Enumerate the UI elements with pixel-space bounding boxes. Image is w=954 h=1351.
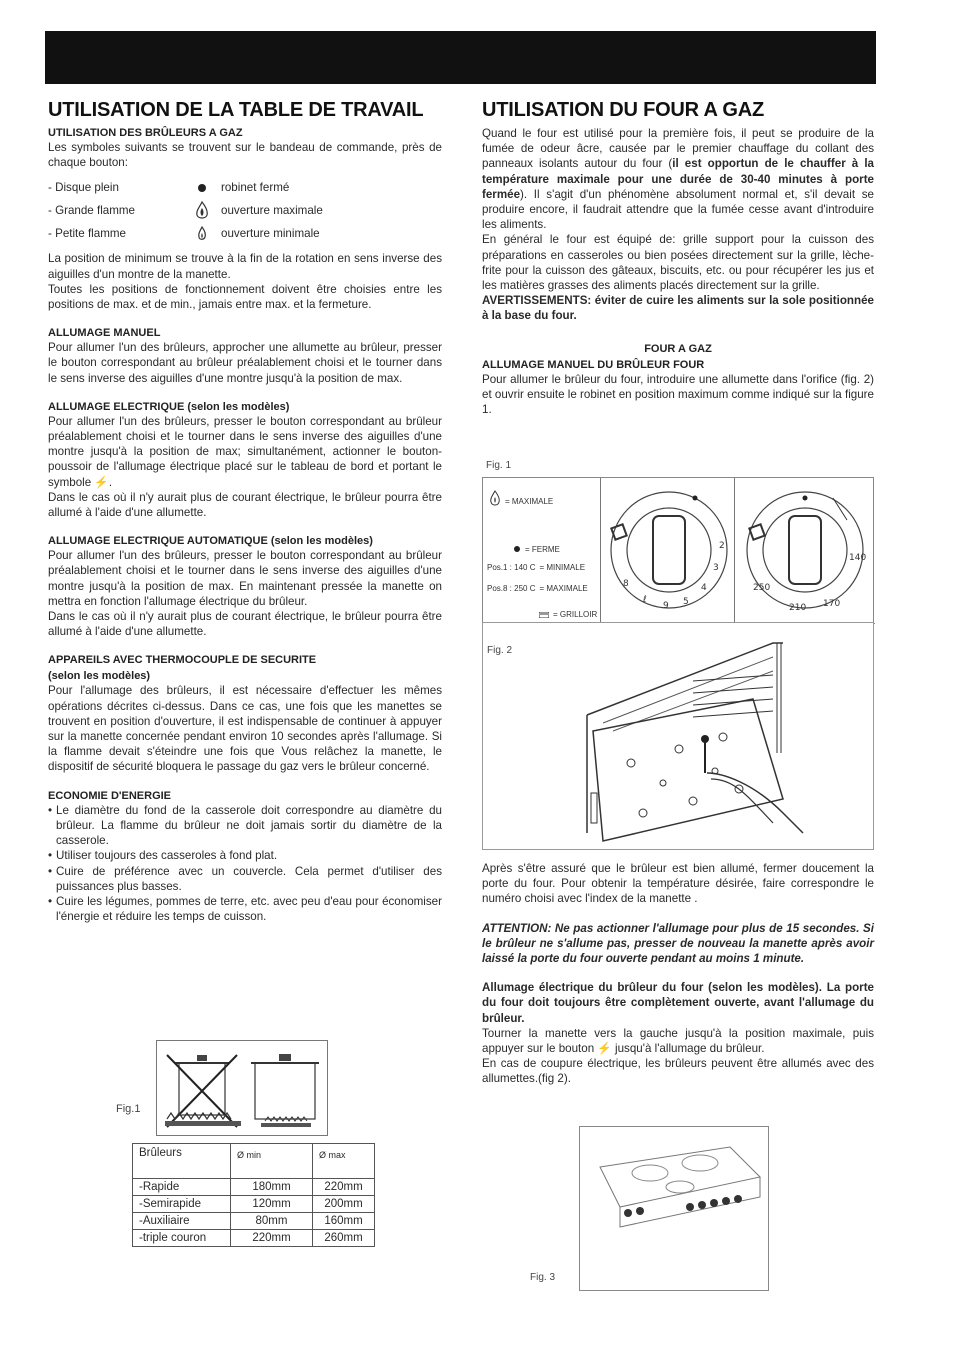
warning-paragraph: AVERTISSEMENTS: éviter de cuire les aliments sur la sole positionnée à la base du four. [482, 294, 874, 323]
svg-text:4: 4 [701, 583, 707, 593]
section-heading-allumage-automatique: ALLUMAGE ELECTRIQUE AUTOMATIQUE (selon les modèles) [48, 535, 373, 548]
electric-heading: Allumage électrique du brûleur du four (selon les modèles). La porte du four doit toujours être complètement ouverte, avant l'allumage du brûleur. [482, 981, 874, 1025]
paragraph: Pour l'allumage des brûleurs, il est nécessaire d'effectuer les mêmes opérations décrites ci-dessus. Dans ce cas, une fois que les manettes se trouvent en position d'ouverture, il est indispensable de continuer à appuyer sur la manette concernée pendant environ 10 secondes après l'allumage. Si la flamme devait s'éteindre une fois que Vous relâchez la manette, le dispositif de sécurité bloquera le passage du gaz vers le brûleur concerné. [48, 684, 442, 774]
pan-illustration [157, 1041, 327, 1135]
dial-panel [737, 478, 873, 623]
svg-text:8: 8 [623, 579, 629, 589]
table-cell: 220mm [231, 1230, 313, 1247]
table-row [133, 1196, 375, 1213]
left-title: UTILISATION DE LA TABLE DE TRAVAIL [48, 99, 424, 121]
table-cell: 80mm [231, 1213, 313, 1230]
legend-text: = FERME [525, 544, 560, 554]
svg-text:210: 210 [789, 603, 807, 613]
symbol-legend [48, 176, 442, 245]
svg-text:9: 9 [663, 601, 669, 611]
small-flame-icon [183, 225, 221, 243]
oven-figure [482, 622, 874, 850]
cooktop-figure [579, 1126, 769, 1291]
section-heading-economie: ECONOMIE D'ENERGIE [48, 789, 172, 802]
section-heading-allumage-four: ALLUMAGE MANUEL DU BRÛLEUR FOUR [482, 358, 705, 371]
paragraph: Dans le cas où il n'y aurait plus de courant électrique, le brûleur pourra être allumé à l'aide d'une allumette. [48, 610, 442, 639]
table-header-cell: Ø max [313, 1144, 375, 1179]
economy-list [48, 803, 442, 925]
legend-text: = GRILLOIR [553, 609, 598, 619]
oven-dial [737, 478, 873, 623]
table-row [133, 1230, 375, 1247]
legend-text: Pos.8 : 250 C [487, 584, 536, 593]
list-item: • Le diamètre du fond de la casserole doit correspondre au diamètre du brûleur. La flamme du brûleur ne doit jamais sortir du diamètre de la casserole. [48, 803, 442, 849]
table-cell: -triple couron [133, 1230, 231, 1247]
fig1-label: Fig.1 [116, 1103, 141, 1115]
large-flame-icon [489, 490, 501, 513]
text-run-bold: il est opportun de le chauffer à la température maximale pour une durée de 30-40 minutes à porte fermée [482, 157, 874, 201]
section-heading-allumage-manuel: ALLUMAGE MANUEL [48, 327, 161, 340]
grill-icon [539, 605, 549, 623]
paragraph: Pour allumer le brûleur du four, introduire une allumette dans l'orifice (fig. 2) et ouvrir ensuite le robinet en position maximum comme indiqué sur la figure 1. [482, 372, 874, 417]
burner-table-wrapper [132, 1143, 375, 1247]
legend-entry [539, 605, 597, 623]
table-header-cell: Brûleurs [133, 1144, 231, 1179]
legend-text: = MINIMALE [539, 563, 586, 572]
paragraph: Pour allumer l'un des brûleurs, presser le bouton correspondant au brûleur préalablement choisi et le tourner dans le sens inverse des aiguilles d'une montre jusqu'à la position de max; simultanément, actionner le bouton-poussoir de l'allumage électrique placé sur le tableau de bord et portant le symbole ⚡. [48, 414, 442, 489]
paragraph: Toutes les positions de fonctionnement doivent être choisies entre les positions de max. et de min., jamais entre max. et la fermeture. [48, 282, 442, 312]
list-item: • Cuire les légumes, pommes de terre, etc. avec peu d'eau pour économiser l'énergie et réduire les temps de cuisson. [48, 894, 442, 924]
table-header-row [133, 1144, 375, 1179]
legend-desc: ouverture maximale [221, 204, 323, 218]
legend-text: = MAXIMALE [505, 497, 554, 506]
pan-figure [156, 1040, 328, 1136]
legend-entry [487, 563, 585, 572]
legend-desc: ouverture minimale [221, 227, 320, 241]
table-row [133, 1179, 375, 1196]
legend-row [48, 199, 442, 222]
svg-text:2: 2 [719, 541, 725, 551]
paragraph: Tourner la manette vers la gauche jusqu'à la position maximale, puis appuyer sur le bouton ⚡ jusqu'à l'allumage du brûleur. [482, 1026, 874, 1056]
filled-disc-icon [513, 540, 521, 558]
legend-label: - Grande flamme [48, 204, 135, 218]
filled-disc-icon [183, 183, 221, 193]
text-run: ). Il s'agit d'un phénomène absolument normal et, s'il devait se produire encore, il faudrait attendre que la fumée cesse avant d'introduire les aliments. [482, 187, 874, 232]
section-heading-allumage-electrique: ALLUMAGE ELECTRIQUE (selon les modèles) [48, 400, 290, 413]
paragraph: Pour allumer l'un des brûleurs, presser le bouton correspondant au brûleur préalablement choisi et le tourner dans le sens inverse des aiguilles d'une montre jusqu'à la position de max. En maintenant pressée la manette on mettra en fonction l'allumage électrique du brûleur. [48, 549, 442, 608]
legend-entry [513, 540, 560, 558]
header-bar [45, 31, 876, 84]
legend-entry [489, 490, 553, 513]
right-title: UTILISATION DU FOUR A GAZ [482, 99, 765, 121]
left-column [48, 98, 442, 924]
table-cell: 120mm [231, 1196, 313, 1213]
dial-legend [483, 478, 601, 623]
text-run: Quand le four est utilisé pour la première fois, il peut se produire de la fumée de odeur âcre, causée par le premier chauffage du collant des panneaux isolants autour du four ( [482, 127, 874, 171]
svg-text:250: 250 [753, 583, 771, 593]
right-column [482, 98, 874, 417]
large-flame-icon [183, 201, 221, 221]
svg-text:140: 140 [849, 553, 867, 563]
fig1-label-right: Fig. 1 [486, 460, 512, 471]
table-cell: 260mm [313, 1230, 375, 1247]
legend-row [48, 176, 442, 199]
table-cell: 220mm [313, 1179, 375, 1196]
paragraph: La position de minimum se trouve à la fin de la rotation en sens inverse des aiguilles d'un montre de la manette. [48, 252, 442, 281]
table-row [133, 1213, 375, 1230]
table-cell: 200mm [313, 1196, 375, 1213]
paragraph: En cas de coupure électrique, les brûleurs peuvent être allumés avec des allumettes.(fig 2). [482, 1057, 874, 1086]
section-heading-four: FOUR A GAZ [644, 342, 712, 355]
svg-text:5: 5 [683, 597, 689, 607]
legend-label: - Petite flamme [48, 227, 126, 241]
fig3-label: Fig. 3 [530, 1272, 556, 1283]
dial-panel [603, 478, 735, 623]
legend-label: - Disque plein [48, 181, 119, 195]
section-heading-bruleurs: UTILISATION DES BRÛLEURS A GAZ [48, 127, 243, 139]
section-heading-thermocouple: APPAREILS AVEC THERMOCOUPLE DE SECURITE [48, 654, 317, 667]
legend-row [48, 222, 442, 245]
svg-text:ℓ: ℓ [643, 595, 647, 605]
burner-table [132, 1143, 375, 1247]
legend-desc: robinet fermé [221, 181, 290, 195]
paragraph [482, 126, 874, 232]
oven-illustration [483, 623, 873, 849]
attention-paragraph: ATTENTION: Ne pas actionner l'allumage pour plus de 15 secondes. Si le brûleur ne s'allume pas, presser de nouveau la manette après avoir laissé la porte du four ouverte pendant au moins 1 minute. [482, 921, 874, 966]
table-cell: -Rapide [133, 1179, 231, 1196]
table-cell: 180mm [231, 1179, 313, 1196]
legend-text: Pos.1 : 140 C [487, 563, 536, 572]
svg-text:170: 170 [823, 599, 841, 609]
right-column-lower [482, 861, 874, 1087]
section-subheading: (selon les modèles) [48, 670, 151, 683]
paragraph: Pour allumer l'un des brûleurs, approcher une allumette au brûleur, presser le bouton correspondant au brûleur préalablement choisi et le tourner dans le sens inverse des aiguilles d'une montre jusqu'à la position de max. [48, 341, 442, 385]
paragraph: En général le four est équipé de: grille support pour la cuisson des préparations en casseroles ou bien posées directement sur la grille, lèche-frite pour la cuisson des gâteaux, biscuits, etc. ou pour récupérer les jus et les matières grasses des aliments placés directement sur la grille. [482, 233, 874, 293]
legend-entry [487, 584, 588, 593]
cooktop-illustration [580, 1127, 768, 1290]
table-cell: -Auxiliaire [133, 1213, 231, 1230]
table-cell: -Semirapide [133, 1196, 231, 1213]
paragraph: Dans le cas où il n'y aurait plus de courant électrique, le brûleur pourra être allumé à l'aide d'une allumette. [48, 490, 442, 520]
paragraph: Après s'être assuré que le brûleur est bien allumé, fermer doucement la porte du four. Pour obtenir la température désirée, faire correspondre le numéro choisi avec l'index de la manette . [482, 862, 874, 906]
table-header-cell: Ø min [231, 1144, 313, 1179]
legend-text: = MAXIMALE [539, 584, 588, 593]
oven-dial [603, 478, 735, 623]
symbols-intro: Les symboles suivants se trouvent sur le bandeau de commande, près de chaque bouton: [48, 141, 442, 170]
svg-text:3: 3 [713, 563, 719, 573]
list-item: • Utiliser toujours des casseroles à fond plat. [48, 848, 442, 863]
table-cell: 160mm [313, 1213, 375, 1230]
fig2-label: Fig. 2 [487, 645, 513, 656]
list-item: • Cuire de préférence avec un couvercle. Cela permet d'utiliser des puissances plus basses. [48, 864, 442, 894]
